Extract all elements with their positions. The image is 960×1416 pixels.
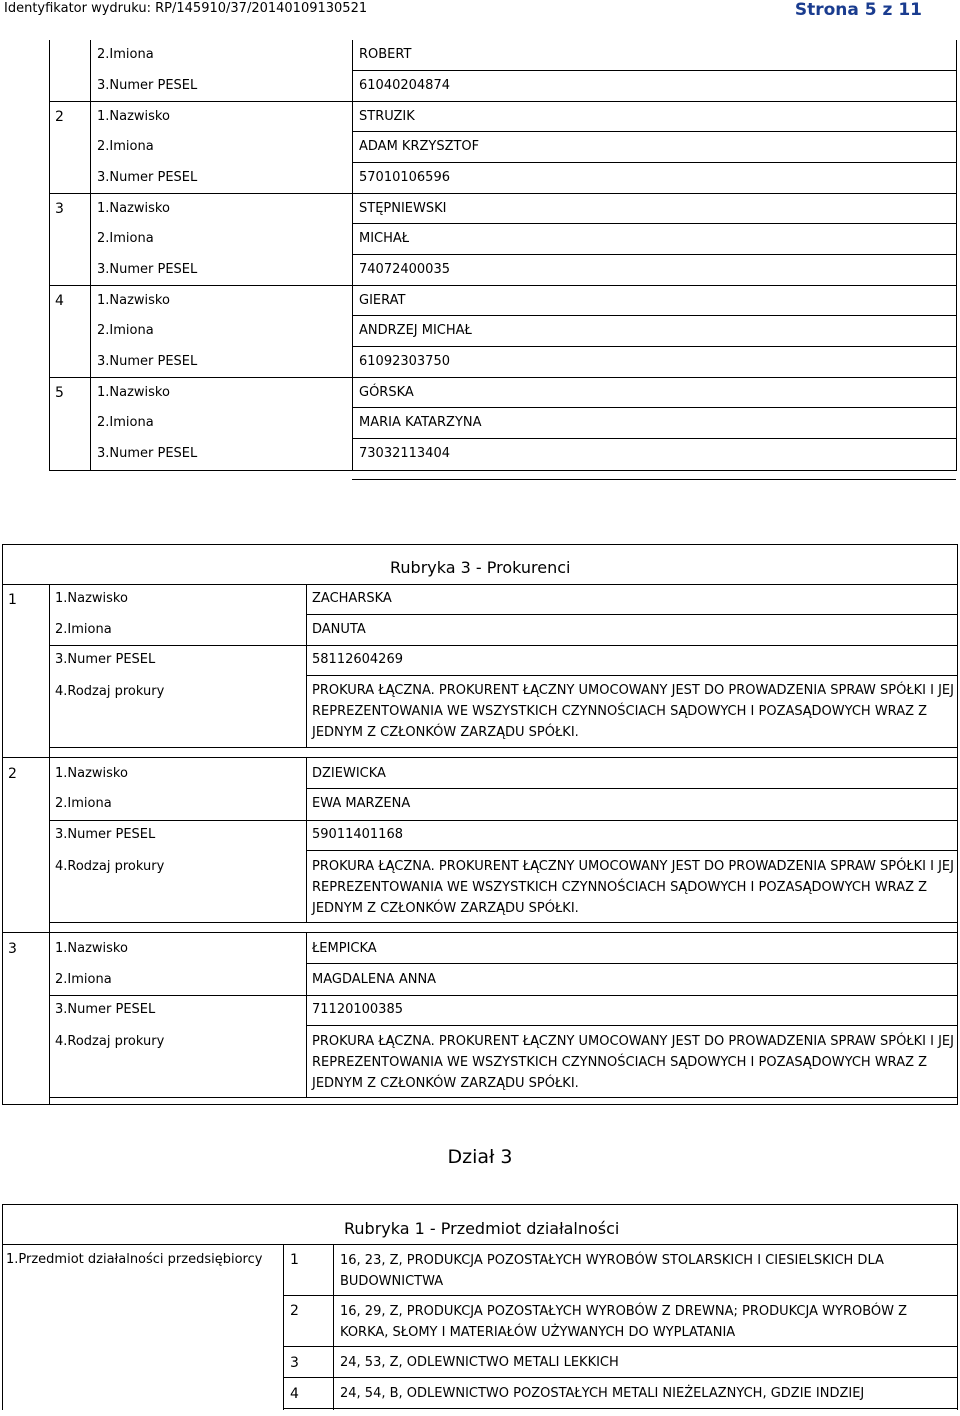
names-value: EWA MARZENA xyxy=(312,796,411,811)
rubric-title: Rubryka 1 - Przedmiot działalności xyxy=(344,1219,620,1238)
names-value: MICHAŁ xyxy=(359,231,410,246)
field-label: 1.Nazwisko xyxy=(55,941,128,956)
field-label: 2.Imiona xyxy=(97,231,154,246)
field-label: 1.Nazwisko xyxy=(55,766,128,781)
field-label: 3.Numer PESEL xyxy=(97,170,198,185)
pesel-value: 74072400035 xyxy=(359,262,450,277)
activity-text: 16, 23, Z, PRODUKCJA POZOSTAŁYCH WYROBÓW STOLARSKICH I CIESIELSKICH DLA BUDOWNICTWA xyxy=(340,1253,884,1289)
surname-value: STRUZIK xyxy=(359,109,415,124)
field-label: 2.Imiona xyxy=(55,796,112,811)
row-number: 2 xyxy=(290,1303,299,1319)
field-label: 1.Nazwisko xyxy=(55,591,128,606)
field-label: 3.Numer PESEL xyxy=(55,827,156,842)
row-number: 3 xyxy=(55,201,64,217)
page-number: Strona 5 z 11 xyxy=(794,0,922,20)
field-label: 4.Rodzaj prokury xyxy=(55,1034,165,1049)
field-label: 1.Nazwisko xyxy=(97,109,170,124)
field-label: 4.Rodzaj prokury xyxy=(55,859,165,874)
activity-text: 24, 54, B, ODLEWNICTWO POZOSTAŁYCH METALI NIEŻELAZNYCH, GDZIE INDZIEJ xyxy=(340,1386,865,1401)
names-value: ADAM KRZYSZTOF xyxy=(359,139,480,154)
procuration-type-value: PROKURA ŁĄCZNA. PROKURENT ŁĄCZNY UMOCOWANY JEST DO PROWADZENIA SPRAW SPÓŁKI I JEJ REPREZENTOWANIA WE WSZYSTKICH CZYNNOŚCIACH SĄDOWYCH I POZASĄDOWYCH WRAZ Z JEDNYM Z CZŁONKÓW ZARZĄDU SPÓŁKI. xyxy=(312,683,954,740)
field-label: 1.Nazwisko xyxy=(97,293,170,308)
names-value: ANDRZEJ MICHAŁ xyxy=(359,323,472,338)
surname-value: GÓRSKA xyxy=(359,385,414,400)
field-label: 1.Nazwisko xyxy=(97,201,170,216)
procuration-type-value: PROKURA ŁĄCZNA. PROKURENT ŁĄCZNY UMOCOWANY JEST DO PROWADZENIA SPRAW SPÓŁKI I JEJ REPREZENTOWANIA WE WSZYSTKICH CZYNNOŚCIACH SĄDOWYCH I POZASĄDOWYCH WRAZ Z JEDNYM Z CZŁONKÓW ZARZĄDU SPÓŁKI. xyxy=(312,859,954,916)
field-label: 1.Przedmiot działalności przedsiębiorcy xyxy=(6,1252,263,1267)
row-number: 1 xyxy=(8,592,17,608)
field-label: 2.Imiona xyxy=(97,323,154,338)
field-label: 3.Numer PESEL xyxy=(55,652,156,667)
field-label: 4.Rodzaj prokury xyxy=(55,684,165,699)
pesel-value: 58112604269 xyxy=(312,652,403,667)
pesel-value: 73032113404 xyxy=(359,446,450,461)
field-label: 3.Numer PESEL xyxy=(97,354,198,369)
rubric-title: Rubryka 3 - Prokurenci xyxy=(390,558,571,577)
row-number: 2 xyxy=(55,109,64,125)
row-number: 1 xyxy=(290,1252,299,1268)
row-number: 4 xyxy=(290,1386,299,1402)
field-label: 3.Numer PESEL xyxy=(55,1002,156,1017)
field-label: 3.Numer PESEL xyxy=(97,446,198,461)
row-number: 2 xyxy=(8,766,17,782)
field-value: 61040204874 xyxy=(359,78,450,93)
surname-value: DZIEWICKA xyxy=(312,766,386,781)
surname-value: STĘPNIEWSKI xyxy=(359,201,447,216)
pesel-value: 61092303750 xyxy=(359,354,450,369)
pesel-value: 57010106596 xyxy=(359,170,450,185)
row-number: 4 xyxy=(55,293,64,309)
names-value: MAGDALENA ANNA xyxy=(312,972,437,987)
pesel-value: 71120100385 xyxy=(312,1002,403,1017)
names-value: DANUTA xyxy=(312,622,366,637)
names-value: MARIA KATARZYNA xyxy=(359,415,482,430)
activity-text: 16, 29, Z, PRODUKCJA POZOSTAŁYCH WYROBÓW Z DREWNA; PRODUKCJA WYROBÓW Z KORKA, SŁOMY I MATERIAŁÓW UŻYWANYCH DO WYPLATANIA xyxy=(340,1304,908,1340)
field-label: 2.Imiona xyxy=(97,415,154,430)
section-title: Dział 3 xyxy=(447,1146,513,1168)
field-label: 2.Imiona xyxy=(55,972,112,987)
print-identifier: Identyfikator wydruku: RP/145910/37/20140109130521 xyxy=(4,1,368,16)
field-label: 2.Imiona xyxy=(97,139,154,154)
field-label: 2.Imiona xyxy=(55,622,112,637)
activity-text: 24, 53, Z, ODLEWNICTWO METALI LEKKICH xyxy=(340,1355,619,1370)
field-label: 3.Numer PESEL xyxy=(97,78,198,93)
surname-value: ŁEMPICKA xyxy=(312,941,377,956)
field-label: 1.Nazwisko xyxy=(97,385,170,400)
surname-value: GIERAT xyxy=(359,293,406,308)
surname-value: ZACHARSKA xyxy=(312,591,392,606)
row-number: 3 xyxy=(8,941,17,957)
procuration-type-value: PROKURA ŁĄCZNA. PROKURENT ŁĄCZNY UMOCOWANY JEST DO PROWADZENIA SPRAW SPÓŁKI I JEJ REPREZENTOWANIA WE WSZYSTKICH CZYNNOŚCIACH SĄDOWYCH I POZASĄDOWYCH WRAZ Z JEDNYM Z CZŁONKÓW ZARZĄDU SPÓŁKI. xyxy=(312,1034,954,1091)
field-value: ROBERT xyxy=(359,47,412,62)
field-label: 2.Imiona xyxy=(97,47,154,62)
field-label: 3.Numer PESEL xyxy=(97,262,198,277)
row-number: 5 xyxy=(55,385,64,401)
row-number: 3 xyxy=(290,1355,299,1371)
pesel-value: 59011401168 xyxy=(312,827,403,842)
